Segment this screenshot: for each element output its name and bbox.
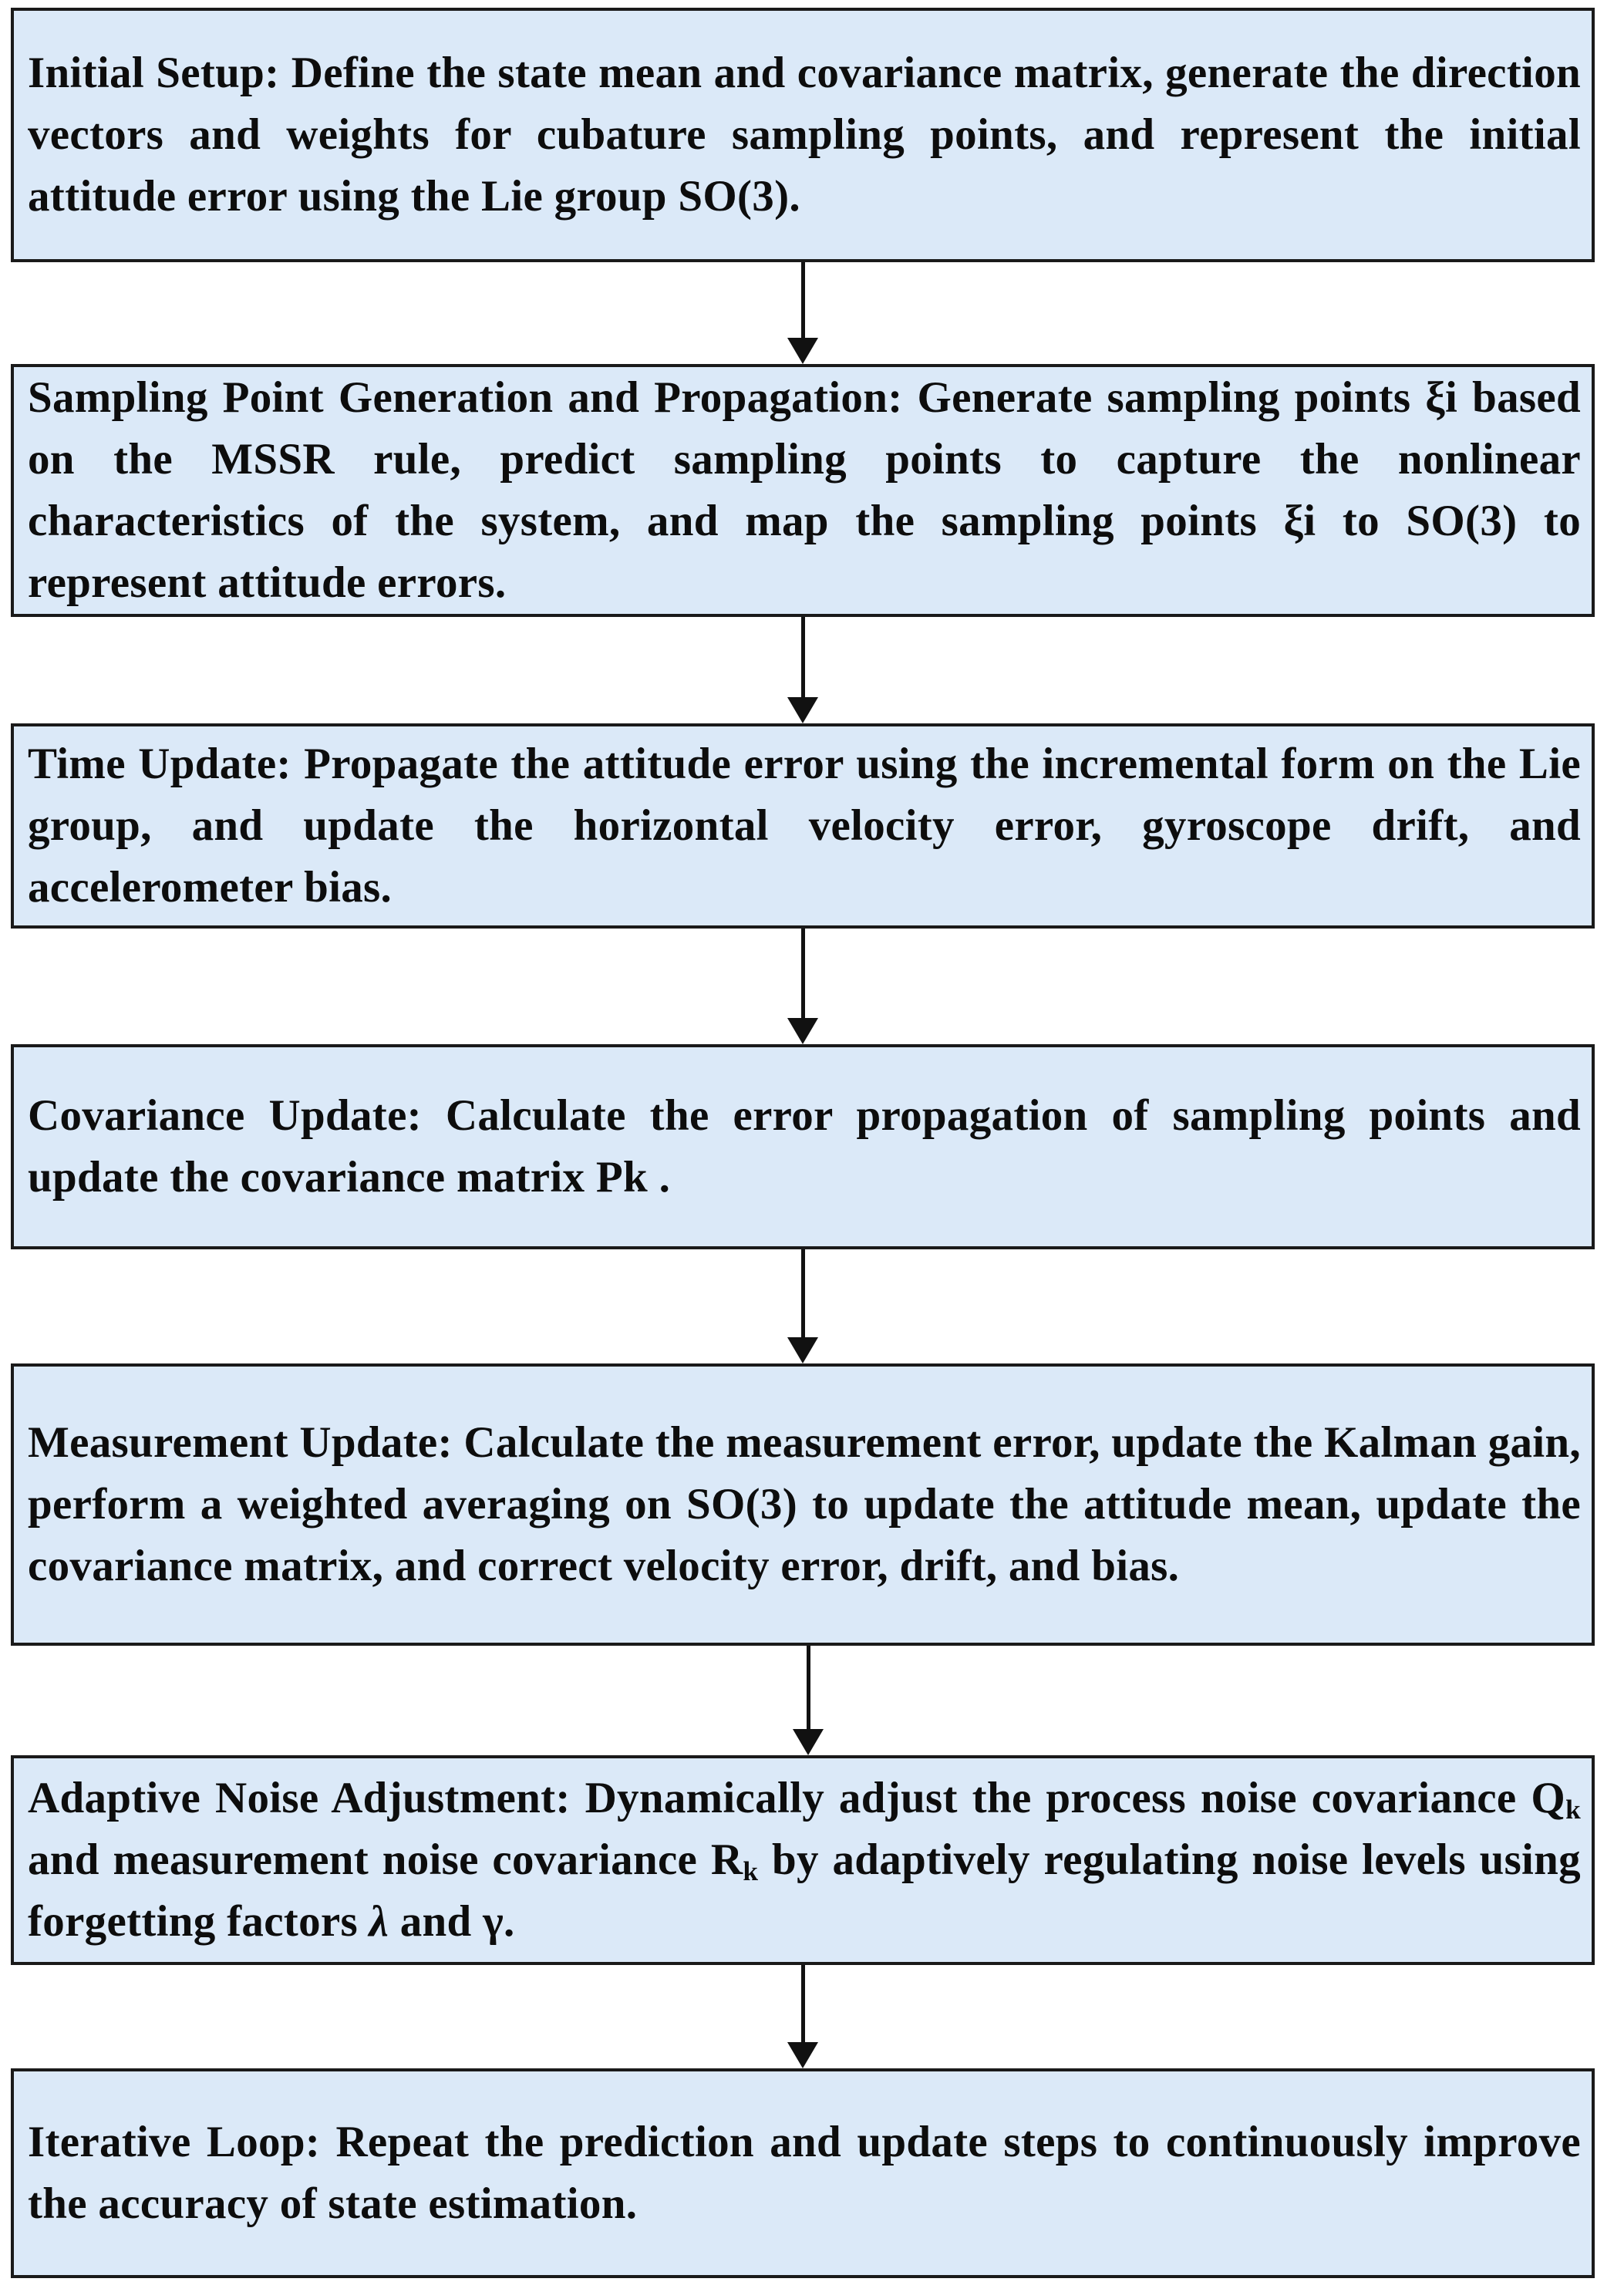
step-text [28,367,1581,614]
step-adaptive-noise-adjustment [11,1755,1595,1965]
step-text [28,2112,1581,2235]
r-symbol: R [710,1835,743,1884]
q-symbol: Q [1531,1774,1566,1822]
step-body-part2: and measurement noise covariance [28,1835,698,1884]
step-covariance-update [11,1044,1595,1249]
step-body: Define the state mean and covariance matrix, generate the direction vectors and weights for cubature sampling points, and represent the initial attitude error using the Lie group SO(3). [28,49,1581,221]
flow-arrow [787,1965,818,2068]
step-text [28,1085,1581,1208]
flow-arrow [787,929,818,1044]
step-text [28,1412,1581,1597]
step-body: Propagate the attitude error using the incremental form on the Lie group, and update the horizontal velocity error, gyroscope drift, and accelerometer bias. [28,740,1581,912]
step-iterative-loop [11,2068,1595,2278]
lambda-symbol: λ [369,1897,389,1946]
step-text [28,42,1581,228]
step-heading: Time Update: [28,740,291,788]
flow-arrow [787,1249,818,1363]
step-heading: Covariance Update: [28,1091,422,1140]
step-heading: Measurement Update: [28,1418,453,1467]
step-text [28,1768,1581,1953]
step-body-part3: by adaptively regulating noise levels using forgetting factors [28,1835,1581,1946]
step-body: Calculate the error propagation of sampling points and update the covariance matrix Pk . [28,1091,1581,1202]
step-heading: Iterative Loop: [28,2118,321,2166]
step-heading: Sampling Point Generation and Propagation: [28,373,903,422]
flow-arrow [787,262,818,364]
q-subscript: k [1565,1794,1582,1825]
step-text [28,733,1581,918]
step-body: Calculate the measurement error, update the Kalman gain, perform a weighted averaging on SO(3) to update the attitude mean, update the covariance matrix, and correct velocity error, drift, and bias. [28,1418,1581,1590]
step-heading: Initial Setup: [28,49,280,97]
step-body: Generate sampling points ξi based on the MSSR rule, predict sampling points to capture the nonlinear characteristics of the system, and map the sampling points ξi to SO(3) to represent attitude errors. [28,373,1581,607]
step-initial-setup [11,8,1595,262]
step-heading: Adaptive Noise Adjustment: [28,1774,571,1822]
step-body-part4: and γ. [399,1897,515,1946]
flow-arrow [793,1646,824,1755]
step-body: Repeat the prediction and update steps to continuously improve the accuracy of state estimation. [28,2118,1581,2228]
step-sampling-point-generation [11,364,1595,617]
step-time-update [11,723,1595,929]
flow-arrow [787,617,818,723]
step-body-part1: Dynamically adjust the process noise covariance [585,1774,1517,1822]
step-measurement-update [11,1363,1595,1646]
r-subscript: k [743,1856,759,1886]
